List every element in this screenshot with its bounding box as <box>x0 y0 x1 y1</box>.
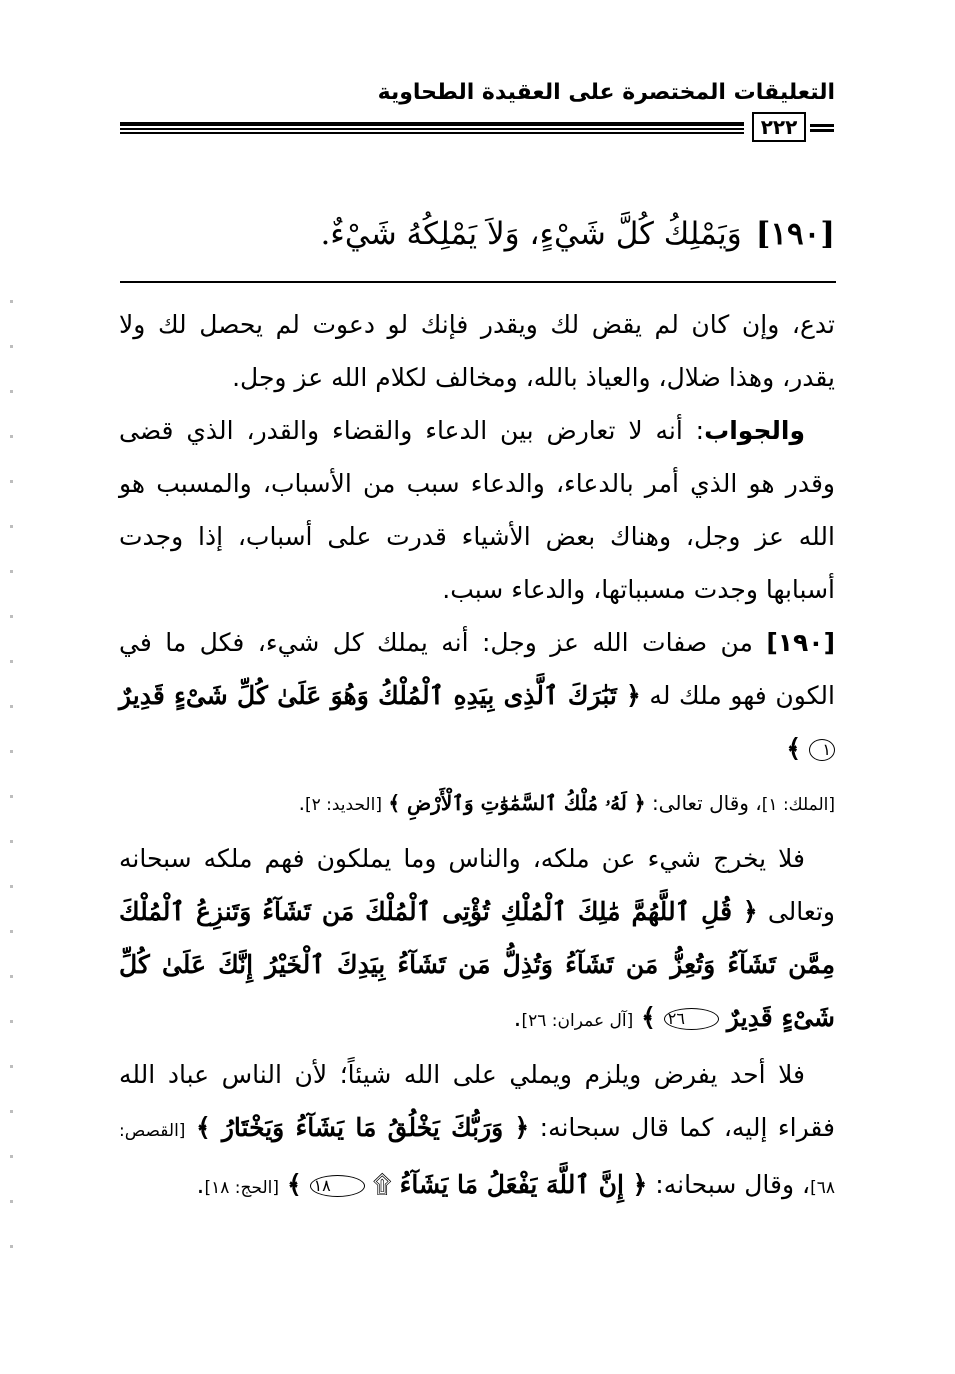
paragraph-1-text: تدع، وإن كان لم يقض لك ويقدر فإنك لو دعوت لم يحصل لك ولا يقدر، وهذا ضلال، والعياذ بالله، ومخالف لكلام الله عز وجل. <box>119 310 835 392</box>
scan-margin-artifact <box>10 300 13 1280</box>
full-stop: . <box>513 1003 522 1032</box>
quran-close-bracket: ﴾ <box>786 734 802 763</box>
quran-verse-mulk: ﴿ تَبَٰرَكَ ٱلَّذِى بِيَدِهِ ٱلْمُلْكُ وَهُوَ عَلَىٰ كُلِّ شَىْءٍ قَدِيرٌ <box>119 681 641 710</box>
paragraph-ownership-text: فلا يخرج شيء عن ملكه، والناس وما يملكون فهم ملكه سبحانه وتعالى <box>119 844 836 926</box>
running-title: التعليقات المختصرة على العقيدة الطحاوية <box>377 80 835 105</box>
matn-number: [١٩٠] <box>755 216 835 252</box>
paragraph-servants-connector: ، وقال سبحانه: <box>655 1170 811 1199</box>
ref-mulk: [الملك: ١] <box>761 795 835 815</box>
paragraph-190 <box>119 616 835 832</box>
ref-al-imran: [آل عمران: ٢٦] <box>521 1011 634 1031</box>
header-rule <box>120 122 744 134</box>
quran-close-bracket: ﴾ <box>641 1003 656 1032</box>
paragraph-ownership <box>119 832 835 1048</box>
sajdah-mark-icon: ۩ <box>372 1170 392 1199</box>
quran-verse-al-imran: ﴿ قُلِ ٱللَّهُمَّ مَٰلِكَ ٱلْمُلْكِ تُؤْتِى ٱلْمُلْكَ مَن تَشَآءُ وَتَنزِعُ ٱلْمُلْكَ مِمَّن تَشَآءُ وَتُعِزُّ مَن تَشَآءُ وَتُذِلُّ مَن تَشَآءُ بِيَدِكَ ٱلْخَيْرُ إِنَّكَ عَلَىٰ كُلِّ شَىْءٍ قَدِيرٌ <box>119 897 835 1032</box>
quran-verse-hadid: ﴿ لَهُۥ مُلْكُ ٱلسَّمَٰوَٰتِ وَٱلْأَرْضِ ﴾ <box>388 791 646 815</box>
paragraph-190-connector: ، وقال تعالى: <box>651 791 762 815</box>
quran-verse-qasas: ﴿ وَرَبُّكَ يَخْلُقُ مَا يَشَآءُ وَيَخْتَارُ ﴾ <box>195 1113 530 1142</box>
quran-verse-hajj: ﴿ إِنَّ ٱللَّهَ يَفْعَلُ مَا يَشَآءُ <box>399 1170 648 1199</box>
paragraph-servants-text: فلا أحد يفرض ويلزم ويملي على الله شيئاً؛ لأن الناس عباد الله فقراء إليه، كما قال سبحانه: <box>119 1060 835 1142</box>
ref-mulk-line <box>299 791 835 815</box>
full-stop: . <box>196 1170 205 1199</box>
matn-separator <box>120 281 836 283</box>
quran-close-bracket: ﴾ <box>286 1170 302 1199</box>
ayah-number-marker: ١ <box>809 739 835 761</box>
paragraph-1 <box>119 298 835 404</box>
header-rule-tail <box>810 124 834 132</box>
paragraph-190-text: من صفات الله عز وجل: أنه يملك كل شيء، فكل ما في الكون فهو ملك له <box>119 628 835 710</box>
ayah-number-marker: ٢٦ <box>664 1008 719 1030</box>
ayah-number-marker: ١٨ <box>310 1175 365 1197</box>
paragraph-servants <box>119 1048 835 1215</box>
full-stop: . <box>298 791 305 815</box>
matn-text: وَيَمْلِكُ كُلَّ شَيْءٍ، وَلاَ يَمْلِكُهُ شَيْءٌ. <box>320 216 742 252</box>
ref-hajj: [الحج: ١٨] <box>204 1178 279 1198</box>
commentary-number: [١٩٠] <box>766 628 835 657</box>
page-number: ٢٢٢ <box>752 112 806 142</box>
commentary-body <box>119 298 835 1215</box>
paragraph-answer <box>119 404 835 616</box>
ref-hadid: [الحديد: ٢] <box>304 795 382 815</box>
answer-lead: والجواب <box>704 416 805 445</box>
ref-qasas: [القصص: ٦٨] <box>119 1121 835 1198</box>
answer-text: : أنه لا تعارض بين الدعاء والقضاء والقدر، الذي قضى وقدر هو الذي أمر بالدعاء، والدعاء سبب من الأسباب، والمسبب هو الله عز وجل، وهناك بعض الأشياء قدرت على أسباب، إذا وجدت أسبابها وجدت مسبباتها، والدعاء سبب. <box>119 416 835 604</box>
matn-line <box>119 216 835 252</box>
